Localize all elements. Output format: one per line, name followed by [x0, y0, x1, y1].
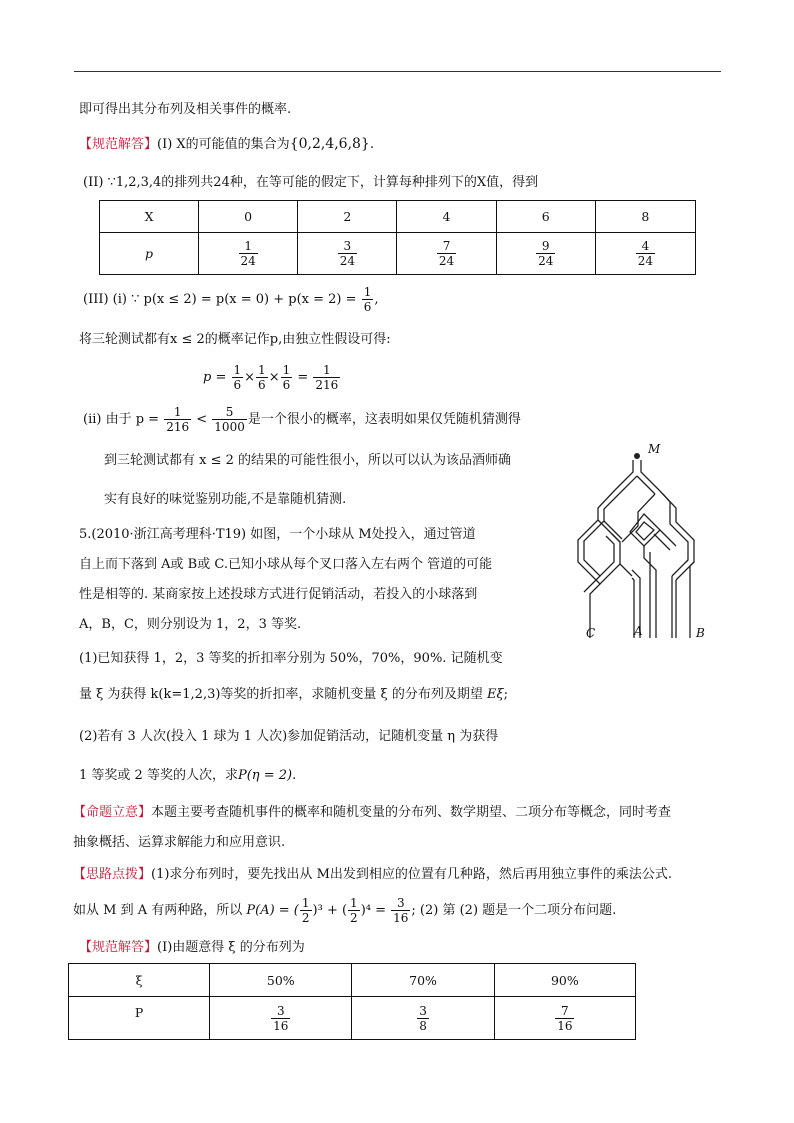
- table-header: 70%: [352, 964, 494, 997]
- text-span: 如从 M 到 A 有两种路，所以: [73, 903, 243, 918]
- table-header: 6: [496, 201, 595, 233]
- table-cell: $\frac{3}{8}$: [352, 997, 494, 1040]
- hint-line: [73, 866, 672, 884]
- math-span: P(η = 2): [237, 768, 293, 783]
- table-cell: $\frac{3}{16}$: [210, 997, 352, 1040]
- problem-line: 5.(2010·浙江高考理科·T19) 如图，一个小球从 M处投入，通过管道: [79, 527, 476, 542]
- problem-line: [79, 686, 508, 704]
- table-header: ξ: [69, 964, 210, 997]
- table-header: 8: [595, 201, 695, 233]
- math-span: )⁴ =: [360, 903, 386, 918]
- table-header: 0: [199, 201, 298, 233]
- text-line: 到三轮测试都有 x ≤ 2 的结果的可能性很小，所以可以认为该品酒师确: [104, 453, 512, 468]
- table-header: 4: [397, 201, 496, 233]
- table-cell: $\frac{4}{24}$: [595, 233, 695, 275]
- text-span: p =: [203, 370, 227, 385]
- formula-line: (ii) 由于 p = $\frac{1}{216}$ < $\frac{5}{1000}$ 是一个很小的概率，这表明如果仅凭随机猜测得: [83, 405, 521, 434]
- text-span: 1 等奖或 2 等奖的人次，求: [79, 768, 238, 783]
- text-span: 量 ξ 为获得 k(k=1,2,3)等奖的折扣率，求随机变量 ξ 的分布列及期望: [79, 687, 483, 702]
- solution-line: [79, 135, 374, 154]
- section-tag: 【思路点拨】: [73, 867, 152, 882]
- table-cell: $\frac{7}{16}$: [494, 997, 635, 1040]
- distribution-table-x: [99, 200, 696, 275]
- table-header: 50%: [210, 964, 352, 997]
- math-span: )³ + (: [312, 903, 348, 918]
- label-m: M: [648, 442, 661, 456]
- text-span: ; (2) 第 (2) 题是一个二项分布问题.: [411, 903, 617, 918]
- table-row-label: p: [100, 233, 199, 275]
- table-header: X: [100, 201, 199, 233]
- text-span: ,: [374, 292, 379, 307]
- math-set: {0,2,4,6,8}: [289, 136, 370, 152]
- distribution-table-xi: [68, 963, 636, 1040]
- formula-line: p = $\frac{1}{6}$ × $\frac{1}{6}$ × $\frac{1}{6}$ = $\frac{1}{216}$: [203, 363, 339, 392]
- text-span: 本题主要考查随机事件的概率和随机变量的分布列、数学期望、二项分布等概念，同时考查: [151, 805, 672, 820]
- table-row-label: P: [69, 997, 210, 1040]
- math-span: Eξ: [487, 687, 504, 702]
- text-span: (ii) 由于 p =: [83, 412, 160, 427]
- math-span: P(A) = (: [246, 903, 299, 918]
- text-line: 将三轮测试都有x ≤ 2的概率记作p,由独立性假设可得:: [79, 332, 391, 347]
- section-tag: 【规范解答】: [79, 940, 158, 955]
- text-span: (1)求分布列时，要先找出从 M出发到相应的位置有几种路，然后再用独立事件的乘法公式.: [151, 867, 673, 882]
- header-rule: [74, 71, 721, 72]
- table-header: 90%: [494, 964, 635, 997]
- text-span: ;: [503, 687, 509, 702]
- solution-line: [79, 939, 305, 957]
- text-span: (I)由题意得 ξ 的分布列为: [157, 940, 305, 955]
- text-span: .: [292, 768, 297, 783]
- table-cell: $\frac{1}{24}$: [199, 233, 298, 275]
- label-b: B: [696, 626, 705, 640]
- pipe-diagram: [560, 442, 722, 640]
- text-line: 即可得出其分布列及相关事件的概率.: [79, 102, 292, 117]
- section-tag: 【规范解答】: [79, 137, 158, 152]
- fraction: $\frac{1}{6}$: [363, 285, 372, 314]
- text-line: (II) ∵1,2,3,4的排列共24种，在等可能的假定下，计算每种排列下的X值，得到: [83, 175, 539, 190]
- text-span: .: [369, 137, 374, 152]
- label-a: A: [634, 624, 643, 638]
- table-cell: $\frac{3}{24}$: [298, 233, 397, 275]
- problem-line: [79, 767, 296, 785]
- formula-line: 如从 M 到 A 有两种路，所以 P(A) = ( $\frac{1}{2}$ )³ + ( $\frac{1}{2}$ )⁴ = $\frac{3}{16}$ ; (2) 第 (2) 题是一个二项分布问题.: [73, 896, 617, 925]
- section-tag: 【命题立意】: [73, 805, 152, 820]
- text-span: (III) (i) ∵ p(x ≤ 2) = p(x = 0) + p(x = 2) =: [83, 292, 357, 307]
- problem-line: 性是相等的. 某商家按上述投球方式进行促销活动，若投入的小球落到: [79, 587, 478, 602]
- problem-line: 自上而下落到 A或 B或 C.已知小球从每个叉口落入左右两个 管道的可能: [79, 557, 493, 572]
- text-line: 实有良好的味觉鉴别功能,不是靠随机猜测.: [104, 492, 347, 507]
- text-line: 抽象概括、运算求解能力和应用意识.: [73, 835, 286, 850]
- table-header: 2: [298, 201, 397, 233]
- intent-line: [73, 804, 671, 822]
- problem-line: A，B，C，则分别设为 1，2，3 等奖.: [79, 617, 302, 632]
- problem-line: (2)若有 3 人次(投入 1 球为 1 人次)参加促销活动，记随机变量 η 为获得: [79, 729, 499, 744]
- table-cell: $\frac{7}{24}$: [397, 233, 496, 275]
- problem-line: (1)已知获得 1，2，3 等奖的折扣率分别为 50%，70%，90%. 记随机变: [79, 651, 503, 666]
- text-span: 是一个很小的概率，这表明如果仅凭随机猜测得: [247, 412, 521, 427]
- text-span: (I) X的可能值的集合为: [157, 137, 290, 152]
- formula-line: [83, 285, 378, 315]
- table-cell: $\frac{9}{24}$: [496, 233, 595, 275]
- label-c: C: [586, 626, 596, 640]
